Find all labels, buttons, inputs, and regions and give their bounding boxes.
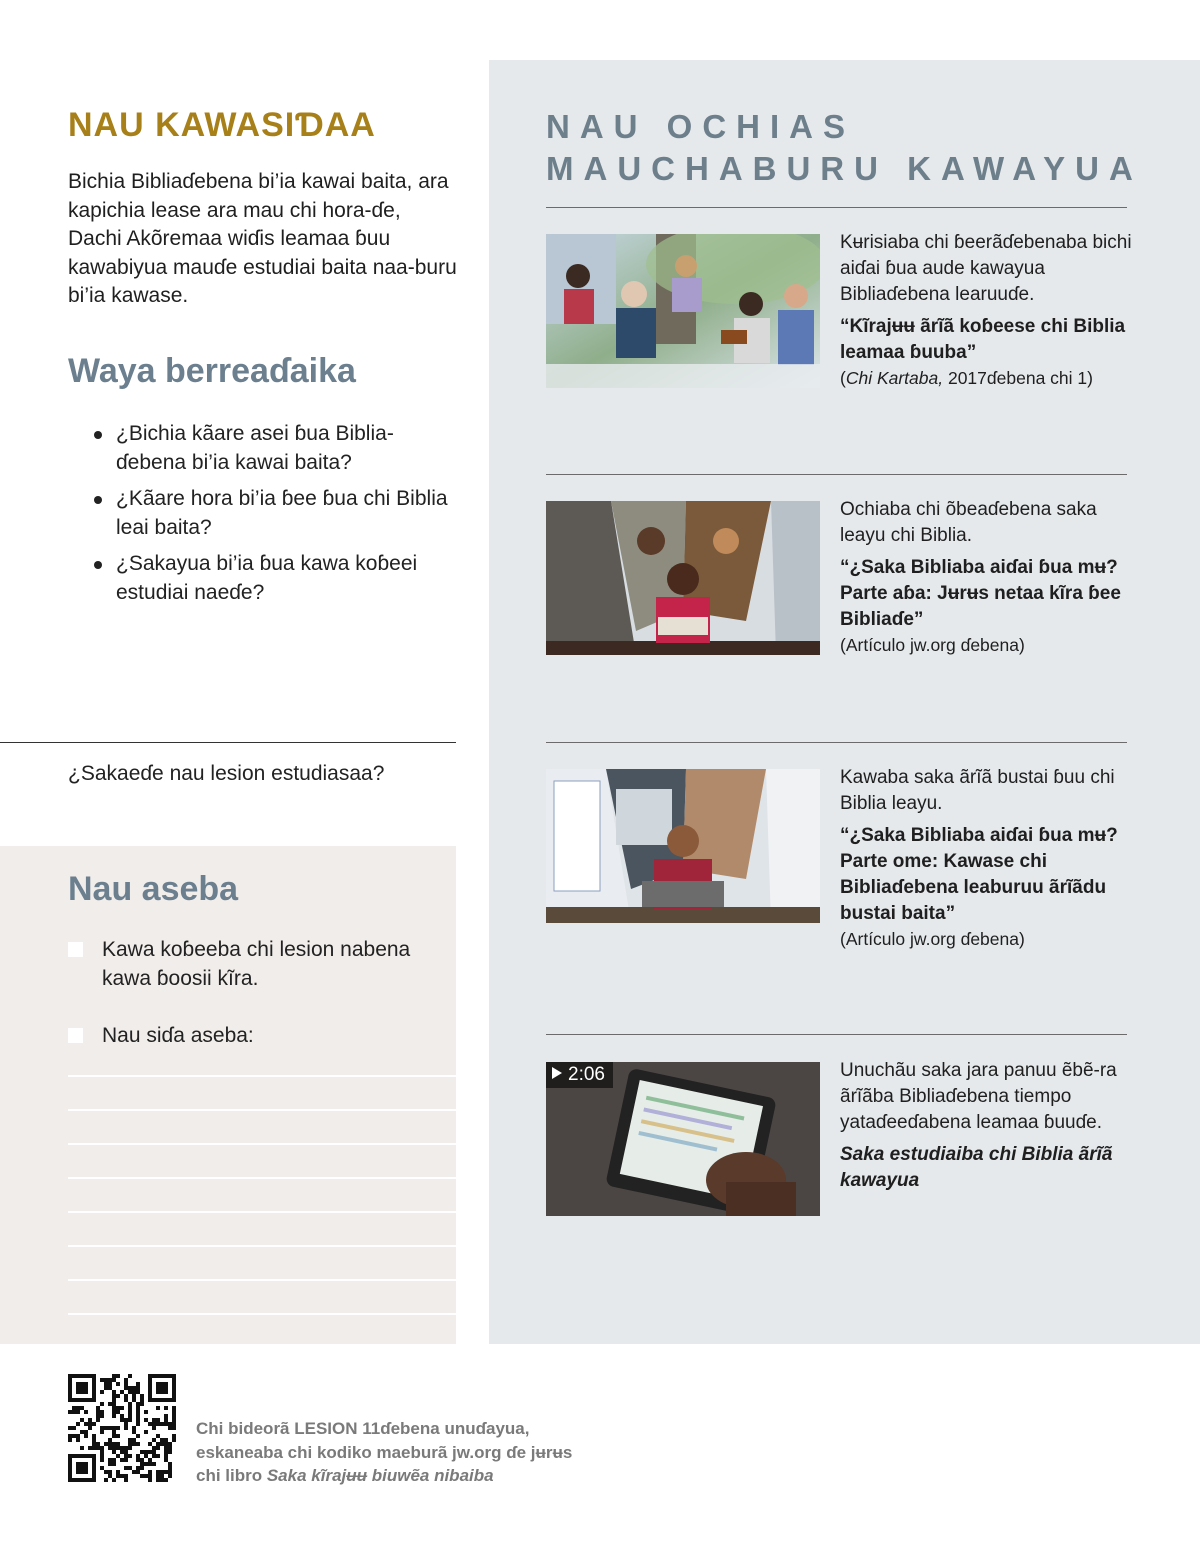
- resource-text-2: [840, 497, 1136, 657]
- explore-title: [546, 106, 1143, 190]
- section-divider: [0, 742, 456, 743]
- video-duration-badge[interactable]: [546, 1062, 613, 1088]
- resource-thumbnail-1[interactable]: [546, 234, 820, 388]
- video-duration: 2:06: [568, 1064, 605, 1085]
- resource-divider: [546, 207, 1127, 208]
- resource-thumbnail-2[interactable]: [546, 501, 820, 655]
- goal-label: Nau siɗa aseba:: [102, 1024, 254, 1047]
- review-question: ¿Kãare hora bi’ia ɓee ɓua chi Biblia leai baita?: [92, 485, 452, 542]
- writing-line[interactable]: [68, 1109, 456, 1111]
- resource-description: Unuchãu saka jara panuu ẽbẽ-ra ãrĩãba Bibliaɗebena tiempo yataɗeeɗabena leamaa ɓuuɗe.: [840, 1060, 1117, 1133]
- footer-book-title: Saka kĩrajʉʉ biuwẽa nibaiba: [266, 1466, 494, 1485]
- footer-text: Chi bideorã LESION 11ɗebena unuɗayua, eskaneaba chi kodiko maeburã jw.org ɗe jʉrʉs chi libro: [196, 1419, 573, 1485]
- resource-divider: [546, 474, 1127, 475]
- goal-item[interactable]: [68, 1022, 448, 1051]
- resource-source: (Artículo jw.org ɗebena): [840, 929, 1025, 949]
- people-reading-bibles-outdoors-image: [546, 234, 820, 388]
- open-question: ¿Sakaeɗe nau lesion estudiasaa?: [68, 762, 385, 785]
- resource-divider: [546, 742, 1127, 743]
- footer-note: [196, 1417, 576, 1488]
- source-prefix: (: [840, 368, 846, 388]
- video-thumbnail[interactable]: [546, 1062, 820, 1216]
- writing-line[interactable]: [68, 1313, 456, 1315]
- resource-text-1: [840, 230, 1136, 390]
- boy-reading-bible-scenes-image: [546, 501, 820, 655]
- summary-text: Bichia Bibliaɗebena bi’ia kawai baita, ara kapichia lease ara mau chi hora-ɗe, Dachi Akõremaa wiɗis leamaa ɓuu kawabiyua mauɗe estudiai baita naa-buru bi’ia kawase.: [68, 170, 457, 307]
- resource-text-3: [840, 765, 1136, 951]
- goal-checkbox[interactable]: [68, 942, 83, 957]
- resource-title[interactable]: Saka estudiaiba chi Biblia ãrĩã kawayua: [840, 1144, 1113, 1191]
- goal-label: Kawa koɓeeba chi lesion nabena kawa ɓoosii kĩra.: [102, 938, 411, 990]
- review-title: Waya berreaɗaika: [68, 352, 356, 390]
- goal-checkbox[interactable]: [68, 1028, 83, 1043]
- review-question: ¿Bichia kãare asei ɓua Biblia-ɗebena bi’ia kawai baita?: [92, 420, 452, 477]
- resource-description: Kʉrisiaba chi ɓeerãɗebenaba bichi aiɗai ɓua aude kawayua Bibliaɗebena learuuɗe.: [840, 232, 1132, 305]
- qr-code[interactable]: [68, 1374, 176, 1482]
- resource-text-4: [840, 1058, 1136, 1194]
- resource-source: [840, 366, 1136, 390]
- resource-divider: [546, 1034, 1127, 1035]
- play-icon[interactable]: [552, 1067, 562, 1079]
- girl-reading-bible-study-tools-image: [546, 769, 820, 923]
- explore-title-line1: NAU OCHIAS: [546, 108, 856, 145]
- goal-item[interactable]: [68, 936, 448, 993]
- source-publication: Chi Kartaba,: [845, 368, 944, 388]
- resource-thumbnail-3[interactable]: [546, 769, 820, 923]
- writing-line[interactable]: [68, 1245, 456, 1247]
- writing-line[interactable]: [68, 1143, 456, 1145]
- writing-line[interactable]: [68, 1177, 456, 1179]
- resource-description: Ochiaba chi õbeaɗebena saka leayu chi Biblia.: [840, 499, 1097, 546]
- review-question: ¿Sakayua bi’ia ɓua kawa koɓeei estudiai naeɗe?: [92, 550, 452, 607]
- writing-line[interactable]: [68, 1279, 456, 1281]
- resource-description: Kawaba saka ãrĩã bustai ɓuu chi Biblia leayu.: [840, 767, 1115, 814]
- resource-title[interactable]: “¿Saka Bibliaba aiɗai ɓua mʉ? Parte aɓa: Jʉrʉs netaa kĩra ɓee Bibliaɗe”: [840, 557, 1121, 630]
- review-questions: [92, 420, 452, 615]
- goals-title: Nau aseba: [68, 870, 239, 908]
- qr-code-image: [68, 1374, 176, 1482]
- goals-box: [0, 846, 456, 1344]
- resource-source: (Artículo jw.org ɗebena): [840, 635, 1025, 655]
- explore-title-line2: MAUCHABURU KAWAYUA: [546, 150, 1143, 187]
- resource-title[interactable]: “¿Saka Bibliaba aiɗai ɓua mʉ? Parte ome: Kawase chi Bibliaɗebena leaburuu ãrĩãdu bustai baita”: [840, 825, 1118, 924]
- writing-line[interactable]: [68, 1211, 456, 1213]
- summary-title: NAU KAWASIƊAA: [68, 106, 376, 144]
- resource-title[interactable]: “Kĩrajʉʉ ãrĩã koɓeese chi Biblia leamaa ɓuuba”: [840, 316, 1126, 363]
- writing-line[interactable]: [68, 1075, 456, 1077]
- source-issue: 2017ɗebena chi 1): [943, 368, 1093, 388]
